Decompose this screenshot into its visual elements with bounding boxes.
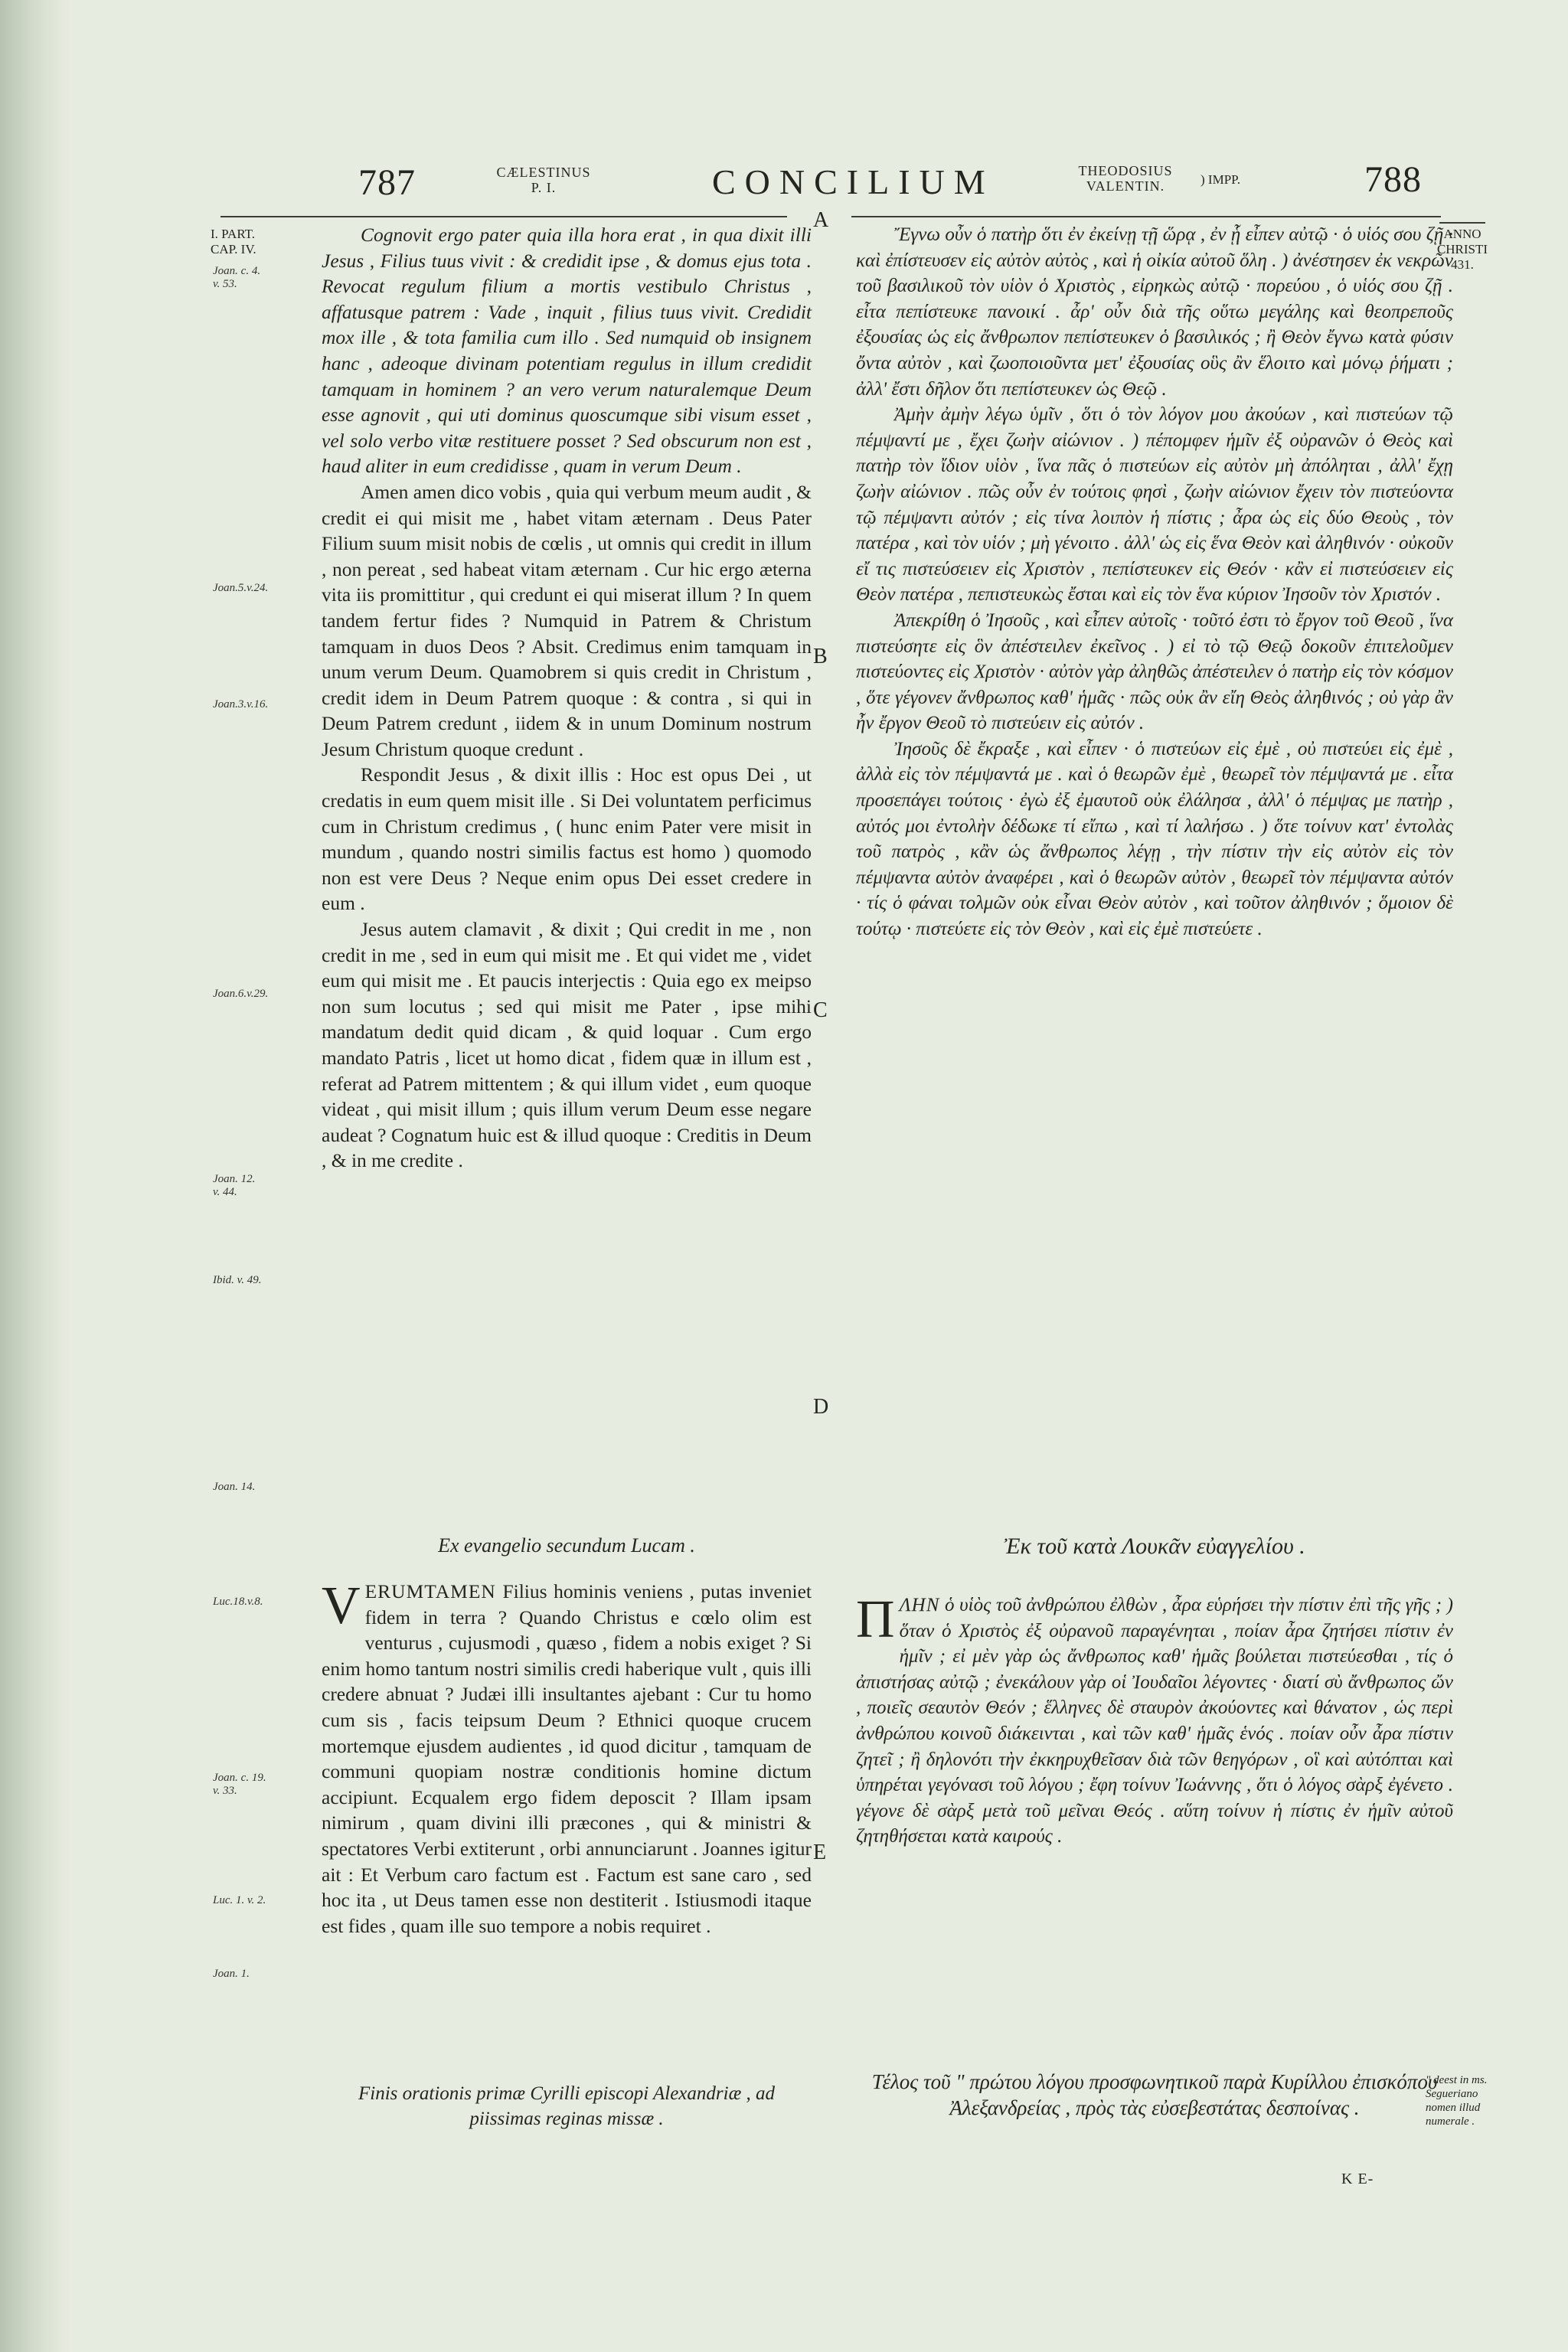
margin-ref: Luc.18.v.8. bbox=[213, 1596, 263, 1608]
latin-opening-word: ERUMTAMEN bbox=[364, 1580, 496, 1602]
margin-ref: Joan.6.v.29. bbox=[213, 988, 269, 1000]
book-gutter bbox=[0, 0, 70, 2352]
year-label: 431. bbox=[1451, 257, 1474, 272]
latin-paragraph bbox=[322, 1576, 812, 1939]
greek-paragraph bbox=[856, 1592, 1453, 1850]
christi-label: CHRISTI bbox=[1436, 242, 1488, 256]
section-letter: E bbox=[813, 1841, 827, 1864]
latin-paragraph: Jesus autem clamavit , & dixit ; Qui credit in me , non credit in me , sed in eum qui misit me . Et qui videt me , videt eum qui misit me . Et paucis interjectis : Quia ego ex meipso non sum locutus ; sed qui misit me Pater , ipse mihi mandatum dedit quid dicam , & quid loquar . Cum ergo mandato Patris , licet ut homo dicat , fidem quæ in illum est , referat ad Patrem mittentem ; & qui illum videt , eum quoque videat , qui misit illum ; quis illum verum Deum esse negare audeat ? Cognatum huic est & illud quoque : Creditis in Deum , & in me credite . bbox=[322, 918, 812, 1172]
greek-paragraph-text: ὁ υἱὸς τοῦ ἀνθρώπου ἐλθὼν , ἆρα εὑρήσει τὴν πίστιν ἐπὶ τῆς γῆς ; ) ὅταν ὁ Χριστὸς ἐξ οὐρανοῦ παραγένηται , ποίαν ἆρα ζητήσει πίστιν ἐν ἡμῖν ; εἰ μὲν γὰρ ὡς ἄνθρωπος καθ' ἡμᾶς βούλεται πιστεύεσθαι , τίς ὁ ἀπιστήσας αὐτῷ ; ἐνεκάλουν γὰρ οἱ Ἰουδαῖοι λέγοντες · διατί σὺ ἄνθρωπος ὤν , ποιεῖς σεαυτὸν Θεόν ; ἕλληνες δὲ σταυρὸν ἀκούοντες καὶ θάνατον , ὡς περὶ ἀνθρώπου κοινοῦ διάκεινται , καὶ τῶν καθ' ἡμᾶς ἑνός . ποίαν οὖν ἆρα πίστιν ζητεῖ ; ἢ δηλονότι τὴν ἐκκηρυχθεῖσαν διὰ τῶν θεηγόρων , οἳ καὶ αὐτόπται καὶ ὑπηρέται γεγόνασι τοῦ λόγου ; ἔφη τοίνυν Ἰωάννης , ὅτι ὁ λόγος σὰρξ ἐγένετο . γέγονε δὲ σὰρξ μετὰ τοῦ μεῖναι Θεός . αὕτη τοίνυν ἡ πίστις ἐν ἡμῖν αὐτοῦ ζητηθήσεται κατὰ καιρούς . bbox=[856, 1595, 1453, 1847]
greek-section-heading: Ἐκ τοῦ κατὰ Λουκᾶν εὐαγγελίου . bbox=[1004, 1534, 1305, 1559]
greek-dropcap: Π bbox=[856, 1590, 895, 1649]
margin-ref: Joan.5.v.24. bbox=[213, 582, 269, 594]
chapter-label: CAP. IV. bbox=[211, 242, 256, 256]
greek-column-lower bbox=[856, 1592, 1453, 1850]
margin-ref: Luc. 1. v. 2. bbox=[213, 1894, 266, 1906]
header-center-title: CONCILIUM bbox=[712, 162, 995, 201]
catchword: K E- bbox=[1341, 2171, 1374, 2187]
latin-dropcap: V bbox=[322, 1576, 361, 1635]
greek-paragraph: Ἀπεκρίθη ὁ Ἰησοῦς , καὶ εἶπεν αὐτοῖς · τοῦτό ἐστι τὸ ἔργον τοῦ Θεοῦ , ἵνα πιστεύσητε εἰς ὃν ἀπέστειλεν ἐκεῖνος . ) εἰ τὸ τῷ Θεῷ δοκοῦν ἐπιτελοῦμεν πιστεύοντες εἰς Χριστὸν · αὐτὸν γὰρ ἀληθῶς ἀπέστειλεν ὁ πατὴρ εἰς τὸν κόσμον , ὅτε γέγονεν ἄνθρωπος καθ' ἡμᾶς · πῶς οὐκ ἂν εἴη Θεὸς ἀληθινός ; οὐ γὰρ ἂν ἦν ἔργον Θεοῦ τὸ πιστεύειν εἰς αὐτόν . bbox=[856, 609, 1453, 734]
greek-column-upper bbox=[856, 222, 1453, 942]
greek-opening-word: ΛΗΝ bbox=[899, 1595, 940, 1615]
greek-paragraph: Ἀμὴν ἀμὴν λέγω ὑμῖν , ὅτι ὁ τὸν λόγον μου ἀκούων , καὶ πιστεύων τῷ πέμψαντί με , ἔχει ζωὴν αἰώνιον . ) πέπομφεν ἡμῖν ἐξ οὐρανῶν ὁ Θεὸς καὶ πατὴρ τὸν ἴδιον υἱὸν , ἵνα πᾶς ὁ πιστεύων εἰς αὐτὸν μὴ ἀπόληται , ἀλλ' ἔχῃ ζωὴν αἰώνιον . πῶς οὖν ἐν τούτοις φησὶ , ζωὴν αἰώνιον ἔχειν τὸν πιστεύοντα τῷ πέμψαντι αὐτόν ; εἰς τίνα λοιπὸν ἡ πίστις ; ἆρα ὡς εἰς δύο Θεοὺς , τὸν πατέρα , καὶ τὸν υἱόν ; μὴ γένοιτο . ἀλλ' ὡς εἰς ἕνα Θεὸν καὶ ἀληθινόν · οὐκοῦν εἴ τις πιστεύσειεν εἰς Χριστὸν , πεπίστευκεν εἰς Θεόν · κἂν εἰ πιστεύσειεν εἰς Θεὸν πατέρα , πεπιστευκὼς ἔσται καὶ εἰς τὸν ἕνα κύριον Ἰησοῦν τὸν Χριστόν . bbox=[856, 404, 1453, 606]
part-chapter-note bbox=[211, 227, 256, 257]
margin-ref: Joan. c. 4. v. 53. bbox=[213, 265, 261, 290]
footnote: " deest in ms. Segueriano nomen illud numerale . bbox=[1426, 2074, 1488, 2128]
margin-ref: Joan. 1. bbox=[213, 1968, 250, 1980]
margin-ref: Joan. c. 19. v. 33. bbox=[213, 1772, 266, 1797]
latin-paragraph: Amen amen dico vobis , quia qui verbum meum audit , & credit ei qui misit me , habet vitam æternam . Deus Pater Filium suum misit nobis de cœlis , ut omnis qui credit in illum , non pereat , sed habeat vitam æternam . Cur hic ergo æterna vita iis promittitur , qui credunt ei qui miserat illum ? In quem tandem fertur fides ? Numquid in Patrem & Christum tamquam in duos Deos ? Absit. Credimus enim tamquam in unum verum Deum. Quamobrem si quis credit in Christum , credit idem in Deum Patrem quoque : & contra , si qui in Deum Patrem credunt , iidem & in unum Dominum nostrum Jesum Christum quoque credunt . bbox=[322, 480, 812, 760]
latin-paragraph: Cognovit ergo pater quia illa hora erat , in qua dixit illi Jesus , Filius tuus vivit : & credidit ipse , & domus ejus tota . Revocat regulum filium a mortis vestibulo Christus , affatusque patrem : Vade , inquit , filius tuus vivit. Credidit mox ille , & tota familia cum illo . Sed numquid ob insignem hanc , adeoque divinam potentiam regulus in illum credidit tamquam in hominem ? an vero verum naturalemque Deum esse agnovit , qui uti dominus quoscumque sibi visum esset , vel solo verbo vitæ restituere posset ? Sed obscurum non est , haud aliter in eum credidisse , quam in verum Deum . bbox=[322, 224, 812, 478]
anno-label: ANNO bbox=[1443, 227, 1481, 241]
latin-section-heading: Ex evangelio secundum Lucam . bbox=[438, 1534, 695, 1557]
running-header bbox=[0, 157, 1568, 218]
margin-ref: Joan. 12. v. 44. bbox=[213, 1173, 256, 1198]
latin-paragraph: Respondit Jesus , & dixit illis : Hoc est opus Dei , ut credatis in eum quem misit ille . Si Dei voluntatem perficimus cum in Christum credimus , ( hunc enim Pater vere misit in mundum , quando nostri similis factus est homo ) quomodo non est vere Deus ? Neque enim opus Dei esset credere in eum . bbox=[322, 763, 812, 915]
header-left-title: CÆLESTINUS P. I. bbox=[496, 165, 591, 195]
latin-column-lower bbox=[322, 1576, 812, 1939]
latin-column-upper bbox=[322, 222, 812, 1174]
header-rule-left bbox=[220, 216, 787, 217]
section-letter: B bbox=[813, 645, 828, 668]
margin-ref: Ibid. v. 49. bbox=[213, 1274, 262, 1286]
greek-closing-note: Τέλος τοῦ " πρώτου λόγου προσφωνητικοῦ παρὰ Κυρίλλου ἐπισκόπου Ἀλεξανδρείας , πρὸς τὰς εὐσεβεστάτας δεσποίνας . bbox=[871, 2070, 1438, 2119]
header-impp: ) IMPP. bbox=[1200, 172, 1240, 187]
section-letter: C bbox=[813, 998, 828, 1022]
page-number-left: 787 bbox=[358, 162, 416, 203]
section-letter: D bbox=[813, 1395, 829, 1419]
header-right-title: THEODOSIUS VALENTIN. bbox=[1078, 163, 1173, 194]
page-number-right: 788 bbox=[1364, 159, 1422, 200]
margin-ref: Joan.3.v.16. bbox=[213, 698, 269, 710]
section-letter: A bbox=[813, 208, 829, 232]
header-rule-right bbox=[851, 216, 1441, 217]
latin-closing-note: Finis orationis primæ Cyrilli episcopi Alexandriæ , ad piissimas reginas missæ . bbox=[358, 2083, 775, 2129]
part-label: I. PART. bbox=[211, 227, 256, 241]
greek-paragraph: Ἰησοῦς δὲ ἔκραξε , καὶ εἶπεν · ὁ πιστεύων εἰς ἐμὲ , οὐ πιστεύει εἰς ἐμὲ , ἀλλὰ εἰς τὸν πέμψαντά με . καὶ ὁ θεωρῶν ἐμὲ , θεωρεῖ τὸν πέμψαντά με . εἶτα προσεπάγει τούτοις · ἐγὼ ἐξ ἐμαυτοῦ οὐκ ἐλάλησα , ἀλλ' ὁ πέμψας με πατὴρ , αὐτός μοι ἐντολὴν δέδωκε τί εἴπω , καὶ τί λαλήσω . ) ὅτε τοίνυν κατ' ἐντολὰς τοῦ πατρὸς , κἂν ὡς ἄνθρωπος λέγῃ , τὴν πίστιν τὴν εἰς αὐτὸν εἰς τὸν πέμψαντα αὐτὸν ἀναφέρει , καὶ ὁ θεωρῶν αὐτὸν , θεωρεῖ τὸν πέμψαντα αὐτόν · τίς ὁ φάναι τολμῶν οὐκ εἶναι Θεὸν αὐτὸν , καὶ τοῦτον ἀληθινόν ; ὅμοιον δὲ τούτῳ · πιστεύετε εἰς τὸν Θεὸν , καὶ εἰς ἐμὲ πιστεύετε . bbox=[856, 738, 1453, 940]
margin-ref: Joan. 14. bbox=[213, 1481, 256, 1493]
greek-paragraph: Ἔγνω οὖν ὁ πατὴρ ὅτι ἐν ἐκείνῃ τῇ ὥρᾳ , ἐν ᾗ εἶπεν αὐτῷ · ὁ υἱός σου ζῇ · καὶ ἐπίστευσεν εἰς αὐτὸν αὐτὸς , καὶ ἡ οἰκία αὐτοῦ ὅλη . ) ἀνέστησεν ἐκ νεκρῶν τοῦ βασιλικοῦ τὸν υἱὸν ὁ Χριστὸς , εἰρηκὼς αὐτῷ · πορεύου , ὁ υἱός σου ζῇ . εἶτα πεπίστευκε πανοικί . ἆρ' οὖν διὰ τῆς οὕτω μεγάλης καὶ θεοπρεποῦς ἐξουσίας ὡς εἰς ἄνθρωπον πεπίστευκεν ὁ βασιλικός ; ἢ Θεὸν ἔγνω κατὰ φύσιν ὄντα αὐτὸν , καὶ ζωοποιοῦντα μετ' ἐξουσίας οὓς ἂν ἕλοιτο καὶ μόνῳ ῥήματι ; ἀλλ' ἔστι δῆλον ὅτι πεπίστευκεν ὡς Θεῷ . bbox=[856, 224, 1453, 400]
latin-paragraph-text: Filius hominis veniens , putas inveniet fidem in terra ? Quando Christus e cœlo olim est venturus , cujusmodi , quæso , fidem a nobis exiget ? Si enim homo tantum nostri similis credi haberique vult , quis illi credere abnuat ? Judæi illi insultantes ajebant : Cur tu homo cum sis , facis teipsum Deum ? Ethnici quoque crucem mortemque ejusdem audientes , id quod dicitur , tamquam de communi quopiam nostræ conditionis homine dictum accipiunt. Ecqualem ergo fidem deposcit ? Illam ipsam nimirum , quam divini illi præcones , qui & ministri & spectatores Verbi extiterunt , orbi annunciarunt . Joannes igitur ait : Et Verbum caro factum est . Factum est sane caro , sed hoc ita , ut Deus tamen esse non destiterit . Istiusmodi itaque est fides , quam ille suo tempore a nobis requiret . bbox=[322, 1580, 812, 1937]
